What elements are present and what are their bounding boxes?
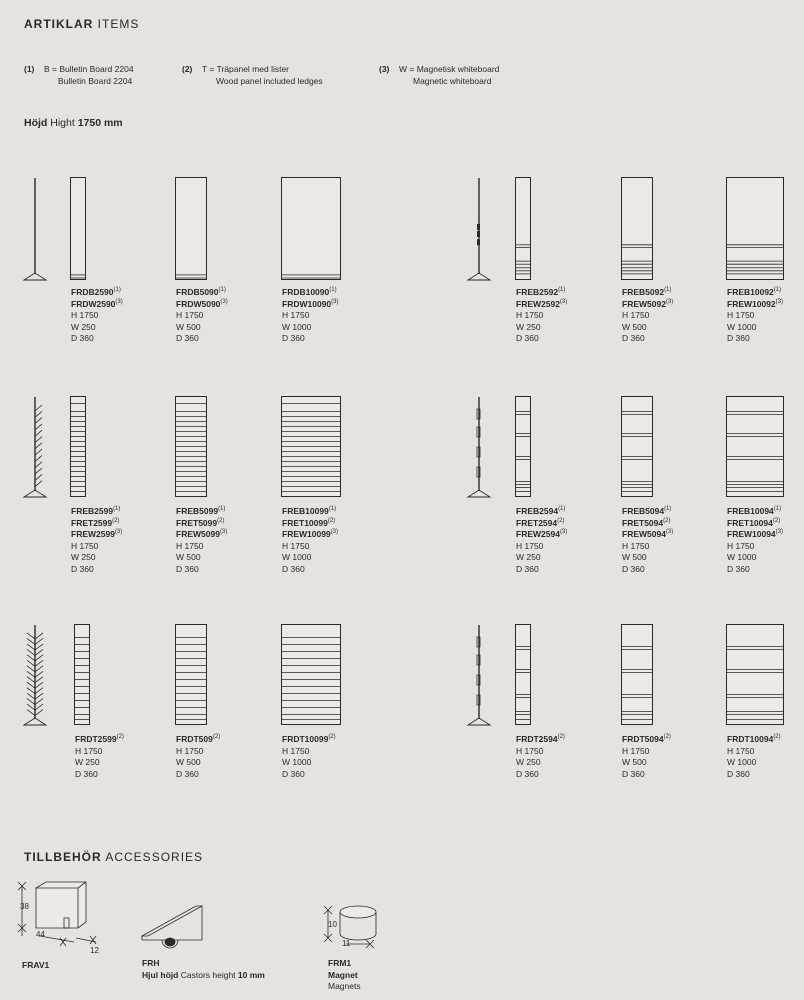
legend-line2: Wood panel included ledges — [216, 76, 323, 86]
item-dimension-d: D 360 — [622, 768, 645, 779]
item-caption — [727, 506, 783, 576]
item-dimension-d: D 360 — [516, 563, 539, 574]
item-caption — [282, 506, 338, 576]
item-code-line — [516, 734, 565, 746]
panel-drawing — [726, 396, 785, 498]
item-code-ref: (3) — [114, 529, 123, 536]
item-dimension-h: H 1750 — [516, 540, 544, 551]
panel-drawing — [621, 624, 654, 726]
item-code: FRDT10099 — [282, 734, 329, 744]
item-code-line — [282, 506, 338, 518]
item-code-line — [727, 529, 783, 541]
item-code: FRDT2599 — [75, 734, 117, 744]
item-code-line — [176, 299, 228, 311]
height-value: 1750 mm — [77, 117, 123, 129]
item-code-line — [282, 299, 338, 311]
legend-item-1 — [24, 63, 174, 89]
item-dimension-d: D 360 — [516, 333, 539, 344]
accessories-title-bold: TILLBEHÖR — [24, 850, 102, 864]
item-dimension-w: W 500 — [622, 552, 647, 563]
item-caption — [727, 734, 781, 780]
frh-value: 10 mm — [237, 969, 265, 980]
item-dimension-d: D 360 — [176, 768, 199, 779]
frh-desc: Castors height — [180, 969, 236, 980]
item-dimension-d: D 360 — [727, 563, 750, 574]
item-code-line — [516, 287, 567, 299]
item-caption — [75, 734, 124, 780]
item-code: FRET2594 — [516, 517, 558, 528]
legend-line2: Magnetic whiteboard — [413, 76, 492, 86]
item-code-ref: (1) — [218, 287, 226, 294]
item-code-line — [282, 518, 338, 530]
legend-line1: W = Magnetisk whiteboard — [399, 64, 500, 74]
item-code-line — [622, 734, 671, 746]
item-dimension-h: H 1750 — [622, 310, 650, 321]
item-code: FREB5099 — [176, 506, 219, 516]
item-code-line — [176, 287, 228, 299]
item-code-ref: (3) — [559, 529, 568, 536]
item-code-ref: (2) — [772, 517, 781, 524]
item-code-ref: (1) — [113, 287, 121, 294]
item-code-ref: (1) — [664, 506, 672, 513]
item-caption — [622, 734, 671, 780]
item-dimension-h: H 1750 — [727, 745, 755, 756]
item-code-ref: (3) — [665, 298, 674, 305]
item-caption — [176, 506, 227, 576]
item-dimension-w: W 1000 — [727, 552, 757, 563]
item-dimension-w: W 250 — [516, 321, 541, 332]
side-view-drawing — [22, 625, 48, 729]
item-dimension-d: D 360 — [75, 768, 98, 779]
item-code-line — [622, 287, 673, 299]
item-code-ref: (2) — [663, 734, 671, 741]
item-code-ref: (2) — [217, 517, 225, 524]
frm1-height-dim: 10 — [328, 920, 337, 929]
item-code-line — [622, 529, 673, 541]
item-caption — [176, 734, 220, 780]
side-view-drawing — [22, 397, 48, 501]
panel-drawing — [726, 624, 785, 726]
item-code: FRDT509 — [176, 734, 213, 744]
item-dimension-d: D 360 — [727, 333, 750, 344]
item-dimension-d: D 360 — [176, 563, 199, 574]
item-code-ref: (1) — [773, 506, 782, 513]
item-code-line — [71, 299, 123, 311]
item-code-line — [727, 518, 783, 530]
frh-desc-bold: Hjul höjd — [142, 969, 179, 980]
item-code-line — [727, 734, 781, 746]
item-code: FRET5099 — [176, 517, 218, 528]
item-code-line — [516, 529, 567, 541]
panel-drawing — [515, 177, 532, 281]
item-dimension-h: H 1750 — [176, 745, 204, 756]
item-dimension-w: W 250 — [516, 552, 541, 563]
panel-drawing — [281, 624, 342, 726]
item-dimension-d: D 360 — [516, 768, 539, 779]
item-code-line — [516, 299, 567, 311]
item-code-line — [75, 734, 124, 746]
item-dimension-w: W 250 — [516, 757, 541, 768]
panel-drawing — [515, 624, 532, 726]
item-code: FREB5094 — [622, 506, 665, 516]
frm1-name-bold: Magnet — [328, 969, 358, 980]
height-label — [24, 117, 123, 129]
item-dimension-w: W 250 — [71, 321, 96, 332]
height-label-bold: Höjd — [24, 117, 48, 129]
item-code-ref: (1) — [558, 287, 566, 294]
item-dimension-d: D 360 — [71, 563, 94, 574]
item-code-ref: (3) — [219, 529, 228, 536]
item-code-line — [176, 506, 227, 518]
item-code-ref: (1) — [328, 506, 337, 513]
item-dimension-d: D 360 — [727, 768, 750, 779]
item-code-line — [282, 287, 338, 299]
panel-drawing — [726, 177, 785, 281]
item-caption — [282, 734, 336, 780]
item-code-line — [282, 529, 338, 541]
item-code: FREB10094 — [727, 506, 774, 516]
panel-drawing — [175, 624, 208, 726]
side-view-drawing — [466, 397, 492, 501]
frh-caption — [142, 958, 265, 981]
item-code: FRET2599 — [71, 517, 113, 528]
item-dimension-d: D 360 — [176, 333, 199, 344]
frh-code: FRH — [142, 958, 160, 968]
item-code-ref: (3) — [775, 529, 784, 536]
item-dimension-h: H 1750 — [71, 310, 99, 321]
item-caption — [516, 734, 565, 780]
panel-drawing — [175, 177, 208, 281]
item-code-line — [176, 529, 227, 541]
panel-drawing — [281, 396, 342, 498]
item-dimension-w: W 500 — [176, 757, 201, 768]
item-code-line — [71, 506, 122, 518]
item-code: FRDT10094 — [727, 734, 774, 744]
legend-item-2 — [182, 63, 362, 89]
side-view-drawing — [466, 178, 492, 284]
item-dimension-w: W 1000 — [727, 757, 757, 768]
frh-castor-drawing — [138, 896, 210, 952]
section-title-items — [24, 17, 139, 31]
item-code: FREW2599 — [71, 529, 115, 540]
legend-line2: Bulletin Board 2204 — [58, 76, 133, 86]
item-code-ref: (2) — [212, 734, 221, 741]
item-dimension-d: D 360 — [622, 563, 645, 574]
item-code-ref: (3) — [559, 298, 568, 305]
item-code: FRET5094 — [622, 517, 664, 528]
item-dimension-w: W 250 — [71, 552, 96, 563]
item-code-line — [282, 734, 336, 746]
item-dimension-d: D 360 — [282, 768, 305, 779]
legend-item-3 — [379, 63, 559, 89]
item-code: FRDB2590 — [71, 287, 114, 297]
item-caption — [516, 506, 567, 576]
item-code-ref: (2) — [557, 517, 565, 524]
item-code-line — [516, 506, 567, 518]
item-code: FRDB5090 — [176, 287, 219, 297]
frm1-depth-dim: 11 — [342, 939, 351, 948]
item-code-line — [727, 506, 783, 518]
item-code-ref: (1) — [113, 506, 121, 513]
item-caption — [71, 506, 122, 576]
item-dimension-w: W 500 — [622, 757, 647, 768]
item-code-line — [176, 734, 220, 746]
item-dimension-h: H 1750 — [71, 540, 99, 551]
item-code-ref: (1) — [664, 287, 672, 294]
frav1-depth-dim: 12 — [90, 946, 99, 955]
item-code-ref: (3) — [115, 298, 123, 305]
panel-drawing — [621, 177, 654, 281]
item-code-ref: (2) — [773, 734, 781, 741]
item-dimension-h: H 1750 — [727, 540, 755, 551]
item-dimension-w: W 1000 — [282, 321, 312, 332]
item-code: FRDT2594 — [516, 734, 558, 744]
panel-drawing — [515, 396, 532, 498]
item-dimension-h: H 1750 — [176, 310, 204, 321]
item-dimension-d: D 360 — [282, 333, 305, 344]
item-code: FREB2599 — [71, 506, 114, 516]
item-code: FREB10099 — [282, 506, 329, 516]
frav1-width-dim: 44 — [36, 930, 45, 939]
item-code: FRET10094 — [727, 517, 773, 528]
item-code-ref: (2) — [327, 517, 336, 524]
item-code: FREW5092 — [622, 298, 666, 309]
item-dimension-h: H 1750 — [282, 745, 310, 756]
item-code-ref: (2) — [328, 734, 336, 741]
item-code-ref: (3) — [330, 529, 339, 536]
item-code-line — [71, 518, 122, 530]
panel-drawing — [621, 396, 654, 498]
item-dimension-w: W 1000 — [282, 552, 312, 563]
item-caption — [176, 287, 228, 345]
item-code: FREW10099 — [282, 529, 331, 540]
side-view-drawing — [22, 178, 48, 284]
item-caption — [71, 287, 123, 345]
item-code-line — [71, 287, 123, 299]
item-dimension-d: D 360 — [622, 333, 645, 344]
item-code-line — [516, 518, 567, 530]
item-dimension-d: D 360 — [71, 333, 94, 344]
item-dimension-h: H 1750 — [516, 745, 544, 756]
item-dimension-h: H 1750 — [727, 310, 755, 321]
item-code-line — [727, 299, 783, 311]
item-code: FREW10094 — [727, 529, 776, 540]
frav1-code: FRAV1 — [22, 960, 50, 970]
item-code: FREB10092 — [727, 287, 774, 297]
item-code-ref: (1) — [218, 506, 226, 513]
item-code-line — [622, 506, 673, 518]
item-code-line — [176, 518, 227, 530]
item-caption — [727, 287, 783, 345]
item-code-ref: (3) — [331, 298, 339, 305]
item-code: FREW2594 — [516, 529, 560, 540]
item-caption — [622, 287, 673, 345]
item-dimension-w: W 1000 — [727, 321, 757, 332]
item-code: FRDW10090 — [282, 298, 332, 309]
item-code: FRDW5090 — [176, 298, 221, 309]
item-dimension-h: H 1750 — [282, 540, 310, 551]
item-code-ref: (2) — [116, 734, 124, 741]
item-code-ref: (3) — [775, 298, 784, 305]
frm1-caption — [328, 958, 361, 993]
item-dimension-h: H 1750 — [75, 745, 103, 756]
item-code-line — [622, 299, 673, 311]
title-light: ITEMS — [97, 17, 140, 31]
item-dimension-h: H 1750 — [176, 540, 204, 551]
item-code-ref: (1) — [773, 287, 782, 294]
item-code-line — [622, 518, 673, 530]
accessories-title-light: ACCESSORIES — [105, 850, 204, 864]
item-code-ref: (2) — [112, 517, 120, 524]
item-code-ref: (2) — [557, 734, 565, 741]
panel-drawing — [281, 177, 342, 281]
item-dimension-h: H 1750 — [516, 310, 544, 321]
item-code: FREW5099 — [176, 529, 220, 540]
item-code-ref: (1) — [558, 506, 566, 513]
item-dimension-h: H 1750 — [282, 310, 310, 321]
item-code: FREW10092 — [727, 298, 776, 309]
item-code: FRET10099 — [282, 517, 328, 528]
legend-line1: B = Bulletin Board 2204 — [44, 64, 134, 74]
item-dimension-w: W 500 — [176, 552, 201, 563]
item-dimension-w: W 250 — [75, 757, 100, 768]
item-code: FREW2592 — [516, 298, 560, 309]
height-label-light: Hight — [50, 117, 75, 129]
item-caption — [516, 287, 567, 345]
item-code: FRDW2590 — [71, 298, 116, 309]
frav1-drawing — [16, 876, 106, 956]
item-caption — [282, 287, 338, 345]
panel-drawing — [70, 177, 87, 281]
section-title-accessories — [24, 850, 203, 864]
item-code: FREB2592 — [516, 287, 559, 297]
item-caption — [622, 506, 673, 576]
legend-num: (3) — [379, 64, 390, 74]
panel-drawing — [74, 624, 91, 726]
item-code: FREW5094 — [622, 529, 666, 540]
item-code-line — [71, 529, 122, 541]
item-code: FRDT5094 — [622, 734, 664, 744]
legend-num: (1) — [24, 64, 35, 74]
frm1-name: Magnets — [328, 981, 361, 991]
item-dimension-h: H 1750 — [622, 745, 650, 756]
item-dimension-h: H 1750 — [622, 540, 650, 551]
item-code-ref: (3) — [220, 298, 228, 305]
item-code: FRDB10090 — [282, 287, 330, 297]
item-code-line — [727, 287, 783, 299]
item-dimension-w: W 500 — [622, 321, 647, 332]
frav1-height-dim: 38 — [20, 902, 29, 911]
title-bold: ARTIKLAR — [24, 17, 94, 31]
item-dimension-d: D 360 — [282, 563, 305, 574]
frm1-code: FRM1 — [328, 958, 352, 968]
legend-line1: T = Träpanel med lister — [202, 64, 290, 74]
item-code: FREB2594 — [516, 506, 559, 516]
legend-num: (2) — [182, 64, 193, 74]
item-code-ref: (1) — [329, 287, 337, 294]
item-code: FREB5092 — [622, 287, 665, 297]
item-dimension-w: W 500 — [176, 321, 201, 332]
panel-drawing — [70, 396, 87, 498]
side-view-drawing — [466, 625, 492, 729]
item-code-ref: (2) — [663, 517, 671, 524]
item-dimension-w: W 1000 — [282, 757, 312, 768]
panel-drawing — [175, 396, 208, 498]
item-code-ref: (3) — [665, 529, 674, 536]
frav1-caption — [22, 960, 49, 972]
